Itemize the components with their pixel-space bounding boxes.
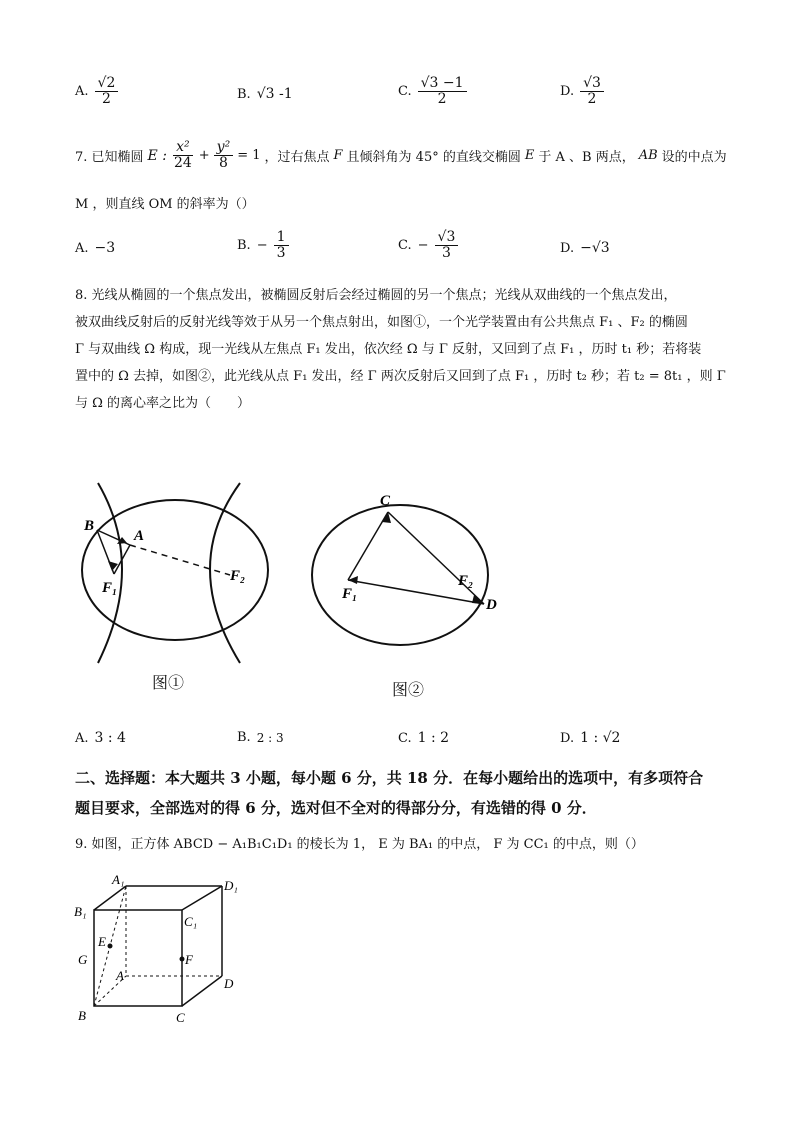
- q9-stem: 9. 如图，正方体 ABCD − A₁B₁C₁D₁ 的棱长为 1， E 为 BA₁ 的中点， F 为 CC₁ 的中点，则（）: [75, 837, 644, 852]
- q8-option-b: B. 2 : 3: [237, 730, 284, 745]
- cube-label-g: G: [78, 952, 88, 967]
- cube-label-c: C: [176, 1010, 185, 1025]
- fig2-label-f1: F₁: [342, 586, 358, 602]
- cube-point-e: [108, 944, 113, 949]
- cube-label-a: A: [116, 968, 124, 983]
- q7-option-a: A. −3: [75, 240, 116, 256]
- cube-label-e: E: [98, 934, 106, 949]
- fig1-label-f1: F₁: [102, 580, 118, 596]
- q7-option-d: D. −√3: [560, 240, 610, 256]
- q8-option-d: D. 1 : √2: [560, 730, 621, 746]
- cube-label-a1: A₁: [112, 872, 125, 887]
- q7-stem-line1: 7. 已知椭圆 E : $\frac{\text{x²}}{24}$ + $\frac{\text{y²}}{8}$ = 1 ，过右焦点 F 且倾斜角为 45° 的直线交椭圆 E 于 A 、B 两点， AB 设的中点为: [75, 139, 727, 172]
- q6-a-numerator: √2: [95, 76, 119, 92]
- figure-1-caption: 图①: [152, 673, 185, 692]
- cube-label-b: B: [78, 1008, 86, 1023]
- q6-option-b: B. √3 -1: [237, 86, 293, 102]
- fig1-label-f2: F₂: [230, 568, 246, 584]
- q7-stem-line2: M ，则直线 OM 的斜率为（）: [75, 197, 255, 212]
- q8-option-c: C. 1 : 2: [398, 730, 450, 746]
- section-2-heading: 二、选择题：本大题共 3 小题，每小题 6 分，共 18 分．在每小题给出的选项中，有多项符合 题目要求，全部选对的得 6 分，选对但不全对的得部分分，有选错的得 0 分．: [75, 769, 704, 817]
- figure-2-ellipse: [300, 485, 520, 660]
- fig2-label-c: C: [380, 493, 391, 509]
- q6-option-a: A. $\frac{√2}{2}$: [75, 76, 118, 108]
- cube-label-c1: C₁: [184, 914, 198, 929]
- figure-2-caption: 图②: [392, 680, 425, 699]
- q6-a-denominator: 2: [101, 91, 111, 108]
- cube-label-b1: B₁: [74, 904, 87, 919]
- cube-label-d1: D₁: [224, 878, 238, 893]
- q6-option-c: C. $\frac{√3 -1}{2}$: [398, 76, 467, 108]
- figure-1-ellipse-hyperbola: [70, 478, 280, 668]
- fig1-label-b: B: [84, 518, 95, 534]
- fig2-label-d: D: [486, 597, 497, 613]
- fig2-label-f2: F₂: [458, 573, 474, 589]
- fig1-label-a: A: [134, 528, 145, 544]
- cube-label-d: D: [224, 976, 234, 991]
- q6-option-d: D. $\frac{√3}{2}$: [560, 76, 604, 108]
- fig2-ray-f1-c: [348, 512, 388, 580]
- q8-option-a: A. 3 : 4: [75, 730, 126, 746]
- fig1-hyperbola-left: [98, 483, 122, 663]
- q7-option-b: B. − $\frac{1}{3}$: [237, 230, 289, 262]
- q7-option-c: C. − $\frac{√3}{3}$: [398, 230, 458, 262]
- cube-point-f: [180, 957, 185, 962]
- fig1-dashed-a-f2: [130, 545, 230, 575]
- q8-stem: 8. 光线从椭圆的一个焦点发出，被椭圆反射后会经过椭圆的另一个焦点；光线从双曲线的一个焦点发出， 被双曲线反射后的反射光线等效于从另一个焦点射出，如图①，一个光学装置由有公共焦点 F₁ 、F₂ 的椭圆 Γ 与双曲线 Ω 构成，现一光线从左焦点 F₁ 发出，依次经 Ω 与 Γ 反射，又回到了点 F₁ ，历时 t₁ 秒；若将装 置中的 Ω 去掉，如图②，此光线从点 F₁ 发出，经 Γ 两次反射后又回到了点 F₁ ，历时 t₂ 秒；若 t₂ = 8t₁ ，则 Γ 与 Ω 的离心率之比为（ ）: [75, 288, 726, 411]
- q9-cube-figure: [70, 868, 250, 1028]
- cube-label-f: F: [185, 952, 193, 967]
